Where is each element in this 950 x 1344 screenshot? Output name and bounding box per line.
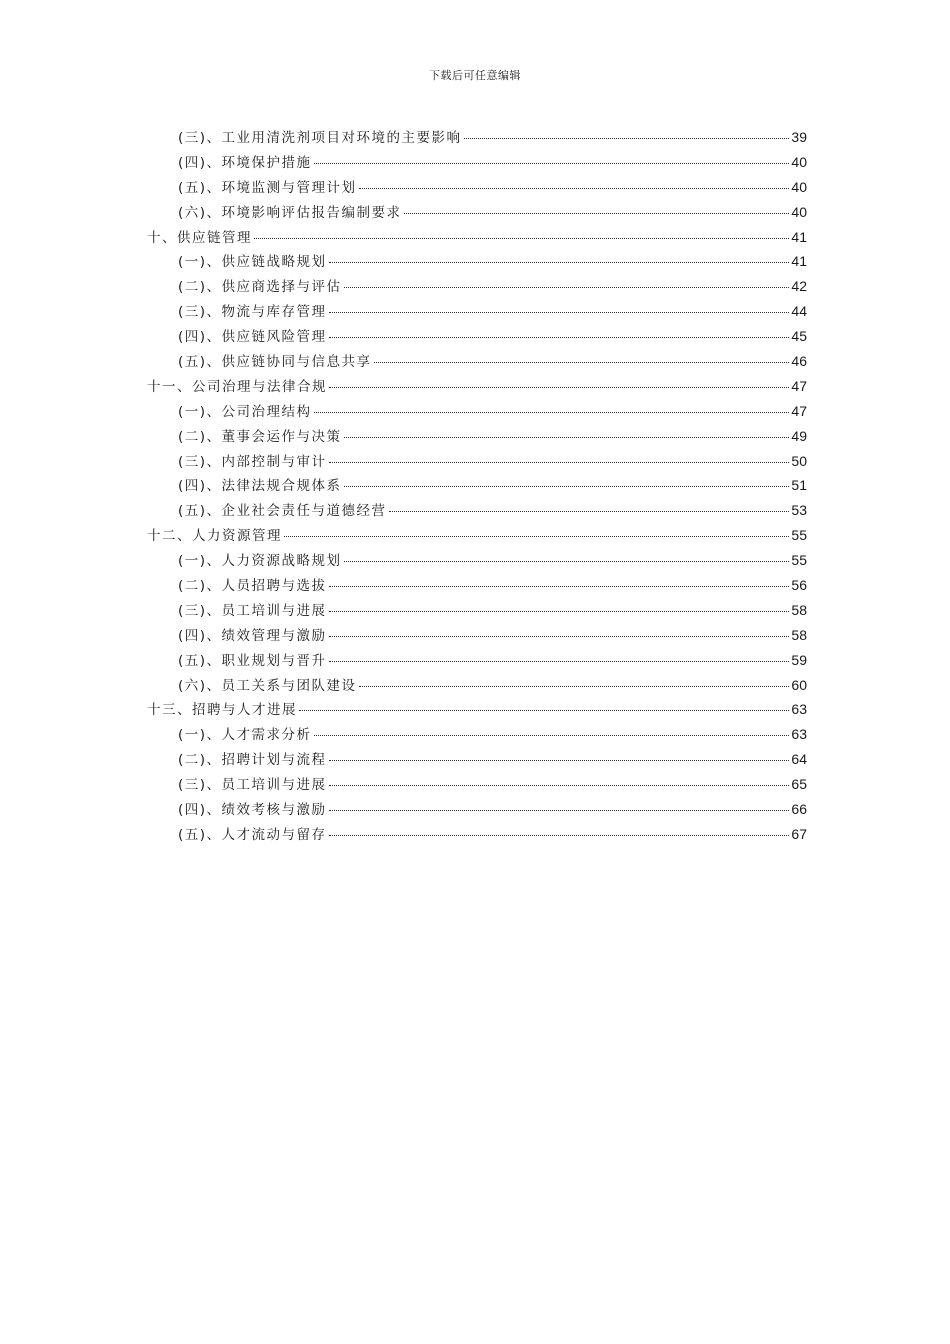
toc-entry-label: (四)、环境保护措施	[178, 154, 312, 171]
toc-entry-label: 十三、招聘与人才进展	[147, 702, 297, 719]
toc-entry-label: (三)、员工培训与进展	[178, 602, 327, 619]
toc-page-number: 67	[791, 825, 807, 842]
toc-page-number: 58	[791, 626, 807, 643]
toc-dot-leader	[329, 337, 790, 338]
toc-entry-label: (三)、内部控制与审计	[178, 453, 327, 470]
toc-entry[interactable]	[147, 499, 807, 524]
toc-page-number: 55	[791, 527, 807, 544]
toc-dot-leader	[329, 636, 790, 637]
toc-page-number: 41	[791, 253, 807, 270]
toc-entry-label: (二)、人员招聘与选拔	[178, 578, 327, 595]
toc-page-number: 47	[791, 402, 807, 419]
toc-page-number: 63	[791, 701, 807, 718]
toc-entry[interactable]	[147, 524, 807, 549]
toc-page-number: 44	[791, 303, 807, 320]
toc-entry[interactable]	[147, 773, 807, 798]
toc-entry[interactable]	[147, 325, 807, 350]
toc-entry-label: (一)、人才需求分析	[178, 727, 312, 744]
toc-entry[interactable]	[147, 300, 807, 325]
toc-dot-leader	[299, 710, 789, 711]
toc-dot-leader	[329, 586, 790, 587]
toc-entry-label: (五)、人才流动与留存	[178, 826, 327, 843]
toc-entry[interactable]	[147, 474, 807, 499]
toc-entry[interactable]	[147, 649, 807, 674]
toc-entry[interactable]	[147, 126, 807, 151]
toc-entry[interactable]	[147, 275, 807, 300]
toc-dot-leader	[329, 462, 790, 463]
toc-entry[interactable]	[147, 450, 807, 475]
toc-page-number: 51	[791, 477, 807, 494]
toc-entry-label: (一)、公司治理结构	[178, 403, 312, 420]
toc-entry[interactable]	[147, 748, 807, 773]
toc-page-number: 40	[791, 178, 807, 195]
toc-entry[interactable]	[147, 425, 807, 450]
toc-dot-leader	[344, 287, 790, 288]
toc-entry[interactable]	[147, 350, 807, 375]
toc-page-number: 58	[791, 601, 807, 618]
toc-entry[interactable]	[147, 151, 807, 176]
toc-entry[interactable]	[147, 798, 807, 823]
table-of-contents	[147, 126, 807, 848]
toc-page-number: 40	[791, 203, 807, 220]
toc-dot-leader	[329, 835, 790, 836]
toc-entry-label: (五)、供应链协同与信息共享	[178, 354, 372, 371]
toc-page-number: 47	[791, 377, 807, 394]
toc-entry[interactable]	[147, 823, 807, 848]
toc-dot-leader	[329, 312, 790, 313]
toc-entry[interactable]	[147, 226, 807, 251]
toc-entry-label: (四)、绩效管理与激励	[178, 627, 327, 644]
toc-entry-label: (三)、工业用清洗剂项目对环境的主要影响	[178, 130, 462, 146]
toc-entry-label: (五)、环境监测与管理计划	[178, 179, 357, 196]
toc-page-number: 42	[791, 278, 807, 295]
toc-page-number: 53	[791, 502, 807, 519]
toc-entry-label: (五)、企业社会责任与道德经营	[178, 503, 387, 520]
toc-entry[interactable]	[147, 201, 807, 226]
toc-entry[interactable]	[147, 574, 807, 599]
toc-dot-leader	[329, 387, 789, 388]
page-header: 下载后可任意编辑	[429, 69, 521, 82]
toc-page-number: 41	[791, 228, 807, 245]
toc-dot-leader	[374, 362, 790, 363]
toc-dot-leader	[404, 213, 790, 214]
toc-page-number: 50	[791, 452, 807, 469]
toc-entry[interactable]	[147, 375, 807, 400]
toc-entry-label: 十二、人力资源管理	[147, 528, 282, 545]
toc-page-number: 56	[791, 577, 807, 594]
toc-entry-label: (三)、物流与库存管理	[178, 304, 327, 321]
toc-page-number: 66	[791, 801, 807, 818]
toc-dot-leader	[314, 735, 790, 736]
toc-dot-leader	[359, 188, 790, 189]
toc-dot-leader	[329, 760, 790, 761]
toc-page-number: 40	[791, 153, 807, 170]
toc-page-number: 65	[791, 776, 807, 793]
toc-dot-leader	[314, 412, 790, 413]
toc-page-number: 46	[791, 353, 807, 370]
toc-entry[interactable]	[147, 723, 807, 748]
toc-page-number: 55	[791, 552, 807, 569]
toc-dot-leader	[254, 238, 789, 239]
toc-page-number: 39	[791, 129, 807, 145]
toc-entry[interactable]	[147, 698, 807, 723]
toc-page-number: 49	[791, 427, 807, 444]
toc-page-number: 45	[791, 328, 807, 345]
toc-entry-label: (六)、员工关系与团队建设	[178, 677, 357, 694]
toc-entry-label: (四)、法律法规合规体系	[178, 478, 342, 495]
toc-entry-label: 十一、公司治理与法律合规	[147, 378, 327, 395]
toc-entry[interactable]	[147, 674, 807, 699]
toc-page-number: 59	[791, 651, 807, 668]
toc-entry-label: (二)、供应商选择与评估	[178, 279, 342, 296]
toc-entry-label: (一)、人力资源战略规划	[178, 553, 342, 570]
toc-page-number: 63	[791, 726, 807, 743]
toc-entry-label: (二)、董事会运作与决策	[178, 428, 342, 445]
toc-dot-leader	[314, 163, 790, 164]
toc-entry[interactable]	[147, 624, 807, 649]
toc-entry-label: (六)、环境影响评估报告编制要求	[178, 204, 402, 221]
toc-dot-leader	[329, 661, 790, 662]
toc-dot-leader	[329, 810, 790, 811]
toc-page-number: 60	[791, 676, 807, 693]
toc-dot-leader	[329, 785, 790, 786]
toc-entry-label: (四)、绩效考核与激励	[178, 802, 327, 819]
toc-dot-leader	[344, 437, 790, 438]
toc-dot-leader	[344, 561, 790, 562]
toc-dot-leader	[344, 486, 790, 487]
toc-dot-leader	[359, 686, 790, 687]
toc-entry[interactable]	[147, 599, 807, 624]
toc-entry[interactable]	[147, 250, 807, 275]
toc-entry-label: 十、供应链管理	[147, 229, 252, 246]
toc-entry[interactable]	[147, 176, 807, 201]
toc-dot-leader	[464, 138, 790, 139]
toc-entry-label: (五)、职业规划与晋升	[178, 652, 327, 669]
toc-dot-leader	[389, 511, 790, 512]
toc-dot-leader	[284, 536, 789, 537]
toc-page-number: 64	[791, 751, 807, 768]
toc-entry-label: (四)、供应链风险管理	[178, 329, 327, 346]
toc-entry[interactable]	[147, 549, 807, 574]
toc-dot-leader	[329, 611, 790, 612]
toc-entry[interactable]	[147, 400, 807, 425]
toc-entry-label: (二)、招聘计划与流程	[178, 752, 327, 769]
toc-dot-leader	[329, 262, 790, 263]
toc-entry-label: (三)、员工培训与进展	[178, 777, 327, 794]
toc-entry-label: (一)、供应链战略规划	[178, 254, 327, 271]
